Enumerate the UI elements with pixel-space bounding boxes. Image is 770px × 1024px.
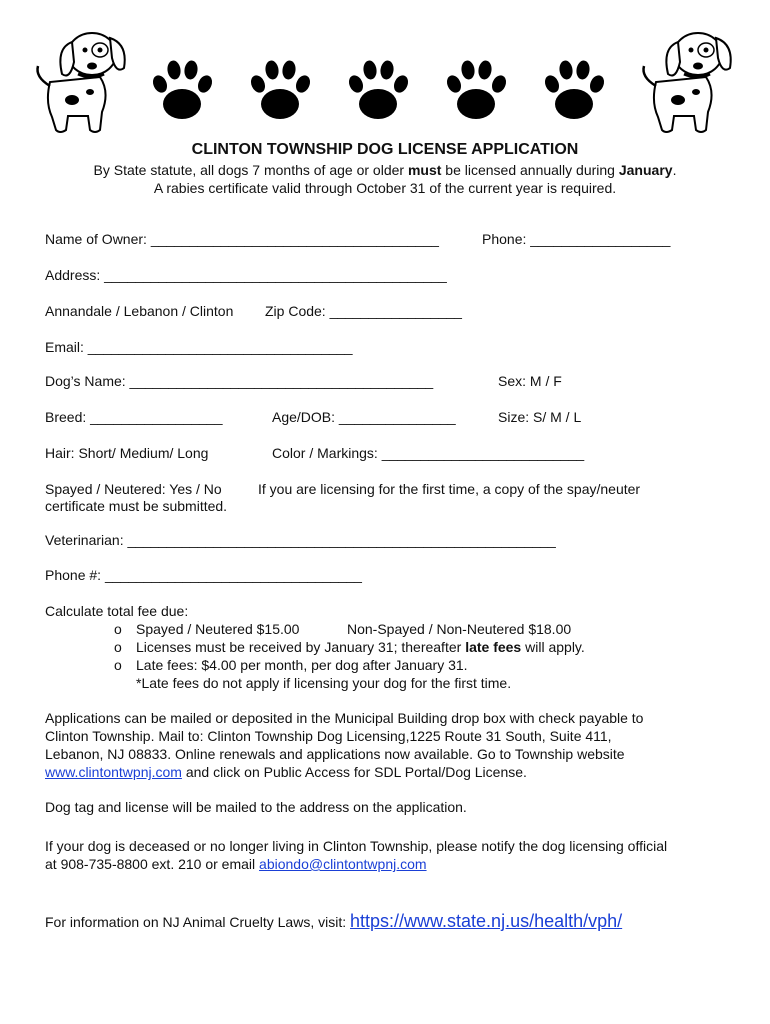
owner-name-field[interactable]: Name of Owner: _____________________________________: [45, 231, 439, 247]
hair-options[interactable]: Hair: Short/ Medium/ Long: [45, 445, 209, 461]
bullet-marker: o: [114, 639, 122, 655]
mail-line-1: Applications can be mailed or deposited in the Municipal Building drop box with check payable to: [45, 710, 644, 726]
fee-spayed: Spayed / Neutered $15.00: [136, 621, 300, 637]
email-field[interactable]: Email: __________________________________: [45, 339, 353, 355]
paw-icon: [542, 60, 606, 119]
dog-icon: [644, 33, 731, 132]
dog-name-field[interactable]: Dog’s Name: _______________________________________: [45, 373, 434, 389]
cruelty-laws-link[interactable]: https://www.state.nj.us/health/vph/: [350, 911, 623, 931]
paw-icon: [248, 60, 312, 119]
color-markings-field[interactable]: Color / Markings: __________________________: [272, 445, 585, 461]
deceased-line-2: at 908-735-8800 ext. 210 or email abiondo@clintontwpnj.com: [45, 856, 427, 872]
phone-field[interactable]: Phone: __________________: [482, 231, 671, 247]
intro-line-1: By State statute, all dogs 7 months of age or older must be licensed annually during January.: [93, 162, 677, 178]
deceased-line-1: If your dog is deceased or no longer living in Clinton Township, please notify the dog licensing official: [45, 838, 668, 854]
bullet-marker: o: [114, 657, 122, 673]
dog-icon: [38, 33, 125, 132]
township-website-link[interactable]: www.clintontwpnj.com: [45, 764, 182, 780]
late-fees-note: *Late fees do not apply if licensing your dog for the first time.: [136, 675, 512, 691]
intro-line-2: A rabies certificate valid through October 31 of the current year is required.: [153, 180, 617, 196]
paw-icon: [150, 60, 214, 119]
vet-phone-field[interactable]: Phone #: _________________________________: [45, 567, 362, 583]
cruelty-laws: For information on NJ Animal Cruelty Laws, visit: https://www.state.nj.us/health/vph/: [45, 911, 623, 931]
page-title: CLINTON TOWNSHIP DOG LICENSE APPLICATION: [191, 141, 579, 158]
fees-heading: Calculate total fee due:: [45, 603, 189, 619]
paw-icon: [444, 60, 508, 119]
spay-note: If you are licensing for the first time, a copy of the spay/neuter: [258, 481, 641, 497]
header-artwork: [0, 0, 770, 140]
mail-line-3: Lebanon, NJ 08833. Online renewals and applications now available. Go to Township website: [45, 746, 625, 762]
breed-field[interactable]: Breed: _________________: [45, 409, 223, 425]
tag-notice: Dog tag and license will be mailed to the address on the application.: [45, 799, 467, 815]
fee-deadline: Licenses must be received by January 31; thereafter late fees will apply.: [136, 639, 585, 655]
bullet-marker: o: [114, 621, 122, 637]
email-link[interactable]: abiondo@clintontwpnj.com: [259, 856, 427, 872]
town-options[interactable]: Annandale / Lebanon / Clinton: [45, 303, 234, 319]
size-options[interactable]: Size: S/ M / L: [498, 409, 582, 425]
mail-line-2: Clinton Township. Mail to: Clinton Township Dog Licensing,1225 Route 31 South, Suite 411,: [45, 728, 612, 744]
spay-note-continued: certificate must be submitted.: [45, 498, 228, 514]
sex-options[interactable]: Sex: M / F: [498, 373, 562, 389]
late-fees: Late fees: $4.00 per month, per dog after January 31.: [136, 657, 468, 673]
fee-non-spayed: Non-Spayed / Non-Neutered $18.00: [347, 621, 572, 637]
spayed-neutered-options[interactable]: Spayed / Neutered: Yes / No: [45, 481, 222, 497]
age-dob-field[interactable]: Age/DOB: _______________: [272, 409, 456, 425]
zip-code-field[interactable]: Zip Code: _________________: [265, 303, 462, 319]
address-field[interactable]: Address: ____________________________________________: [45, 267, 447, 283]
paw-icon: [346, 60, 410, 119]
mail-line-4: www.clintontwpnj.com and click on Public Access for SDL Portal/Dog License.: [45, 764, 527, 780]
veterinarian-field[interactable]: Veterinarian: _______________________________________________________: [45, 532, 556, 548]
